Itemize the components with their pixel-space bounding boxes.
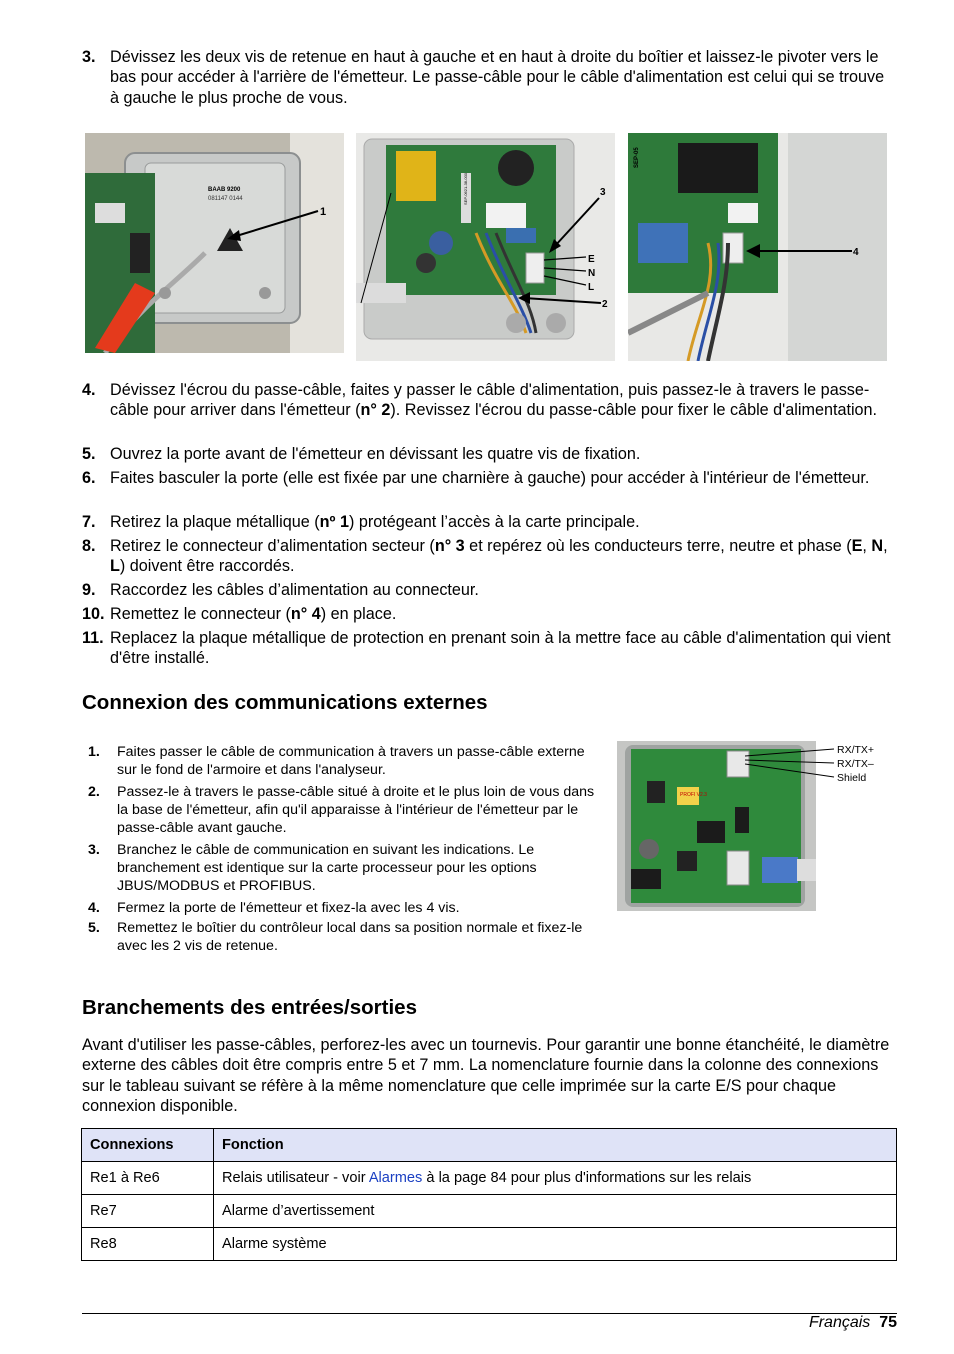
list-item [82,380,897,421]
photo-transmitter-plate [85,133,344,353]
bold-ref: N [871,537,884,555]
fonction-text: Relais utilisateur - voir [222,1170,369,1186]
plate-title: BAAB 9200 [208,187,241,193]
cell-fonction [214,1228,897,1261]
footer-divider [82,1313,897,1314]
text-part: Retirez la plaque métallique ( [110,513,320,531]
text-part: Replacez la plaque métallique de protection en prenant soin à la mettre face au câble d'alimentation qui vient d'être installé. [110,629,891,668]
callout-N: N [588,268,596,279]
list-item [88,783,598,837]
step-number: 9. [82,581,96,599]
text-part: ) en place. [320,605,397,623]
board-label-profi: PROFI V2.3 [680,792,707,798]
bold-ref: L [110,557,120,576]
step-text: Branchez le câble de communication en suivant les indications. Le branchement est identique sur la carte processeur pour les options JBUS/MODBUS et PROFIBUS. [117,842,537,894]
step-number: 4. [82,381,96,399]
callout-E: E [588,254,595,265]
bold-ref: nº 1 [319,513,349,531]
text-part: ) protégeant l’accès à la carte principale. [348,513,640,531]
bold-ref: E [851,537,863,555]
step-number: 5. [82,445,96,463]
fonction-text: Alarme d’avertissement [222,1203,375,1219]
list-item [88,899,598,917]
step-text: Remettez le boîtier du contrôleur local dans sa position normale et fixez-le avec les 2 vis de retenue. [117,920,583,954]
callout-2: 2 [602,299,608,310]
text-part: ) doivent être raccordés. [119,557,295,576]
step-text: Dévissez les deux vis de retenue en haut à gauche et en haut à droite du boîtier et laissez-le pivoter vers le bas pour accéder à l'arrière de l'émetteur. Le passe-câble pour le câble d'alimentation est celui qui se trouve à gauche le plus proche de vous. [110,48,885,107]
text-part: Raccordez les câbles d’alimentation au connecteur. [110,581,479,599]
cell-fonction [214,1162,897,1195]
step-text [110,512,897,532]
intro-step [82,47,897,108]
list-item [88,841,598,895]
callout-L: L [588,282,595,293]
list-item [82,444,897,464]
step-text [110,628,897,669]
board-code-2: SEP-05 [634,147,640,168]
list-item [82,580,897,600]
callout-3: 3 [600,187,606,198]
text-part: et repérez où les conducteurs terre, neutre et phase ( [464,537,852,555]
step-number: 7. [82,513,96,531]
callout-1: 1 [320,206,327,218]
photo-connector [628,133,887,361]
page-number: 75 [879,1314,897,1331]
bold-ref: n° 4 [290,605,321,623]
step-text: Passez-le à travers le passe-câble situé à droite et le plus loin de vous dans la base de l'émetteur, afin qu'il apparaisse à l'intérieur de l'émetteur par le passe-câble avant gauche. [117,784,595,836]
list-item [82,468,897,488]
list-item [82,604,897,624]
text-part: Dévissez l'écrou du passe-câble, faites y passer le câble d'alimentation, puis passez-le à travers le passe-câble pour arriver dans l'émetteur ( [110,381,870,420]
step-number: 5. [88,920,100,936]
step-number: 6. [82,469,96,487]
table-row [82,1228,897,1261]
bold-ref: n° 3 [434,537,465,555]
table-header-fonction: Fonction [214,1129,897,1162]
label-rxtx-minus: RX/TX– [837,758,874,770]
alarmes-link[interactable]: Alarmes [368,1170,423,1186]
text-part: , [883,537,888,555]
step-text [110,604,897,624]
io-paragraph: Avant d'utiliser les passe-câbles, perforez-les avec un tournevis. Pour garantir une bonne étanchéité, le diamètre externe des câbles doit être compris entre 5 et 7 mm. La nomenclature fournie dans la colonne des connexions sur le tableau suivant se réfère à la même nomenclature que celle imprimée sur la carte E/S pour chaque connexion disponible. [82,1036,890,1115]
io-table [81,1128,897,1261]
step-text: Fermez la porte de l'émetteur et fixez-la avec les 4 vis. [117,900,460,916]
label-rxtx-plus: RX/TX+ [837,744,875,756]
section-heading-comm: Connexion des communications externes [82,691,488,714]
footer [809,1313,897,1333]
step-number: 3. [82,48,96,66]
step-text [110,380,897,421]
footer-language: Français [808,1314,871,1331]
step-text [110,444,897,464]
step-text [110,580,897,600]
fonction-text-end: à la page 84 pour plus d'informations sur les relais [422,1170,752,1186]
step-text [110,468,897,488]
text-part: ). Revissez l'écrou du passe-câble pour fixer le câble d'alimentation. [390,401,878,420]
list-item [82,628,897,669]
bold-ref: n° 2 [360,401,391,420]
text-part: Ouvrez la porte avant de l'émetteur en dévissant les quatre vis de fixation. [110,445,641,463]
board-code: SEP-0621-38-000 [463,172,468,205]
comm-board-labels [837,743,874,785]
photo-transmitter-plate-drawing [85,133,344,353]
cell-fonction [214,1195,897,1228]
text-part: Faites basculer la porte (elle est fixée par une charnière à gauche) pour accéder à l'intérieur de l'émetteur. [110,469,870,487]
step-number: 8. [82,537,96,555]
step-number: 11. [82,629,104,647]
step-number: 3. [88,842,100,858]
label-shield: Shield [837,772,867,784]
photo-connector-drawing [628,133,887,361]
plate-serial: 081147 0144 [208,196,243,202]
step-number: 2. [88,784,100,800]
list-item [88,743,598,779]
text-part: , [862,537,872,555]
table-row [82,1195,897,1228]
text-part: Retirez le connecteur d’alimentation secteur ( [110,537,435,555]
fonction-text: Alarme système [222,1236,327,1252]
photo-power-board-drawing [356,133,615,361]
section-heading-io: Branchements des entrées/sorties [82,996,417,1019]
cell-connexion: Re1 à Re6 [82,1162,214,1195]
callout-4: 4 [853,247,859,258]
step-number: 1. [88,744,100,760]
step-number: 10. [82,605,105,623]
table-header-connexions: Connexions [82,1129,214,1162]
list-item [82,536,897,577]
text-part: Remettez le connecteur ( [110,605,291,623]
step-text: Faites passer le câble de communication à travers un passe-câble externe sur le fond de l'armoire et dans l'analyseur. [117,744,585,778]
cell-connexion: Re8 [82,1228,214,1261]
photo-power-board [356,133,615,361]
list-item [88,919,598,955]
step-number: 4. [88,900,100,916]
table-header-row [82,1129,897,1162]
list-item [82,512,897,532]
step-text [110,536,897,577]
table-row [82,1162,897,1195]
cell-connexion: Re7 [82,1195,214,1228]
